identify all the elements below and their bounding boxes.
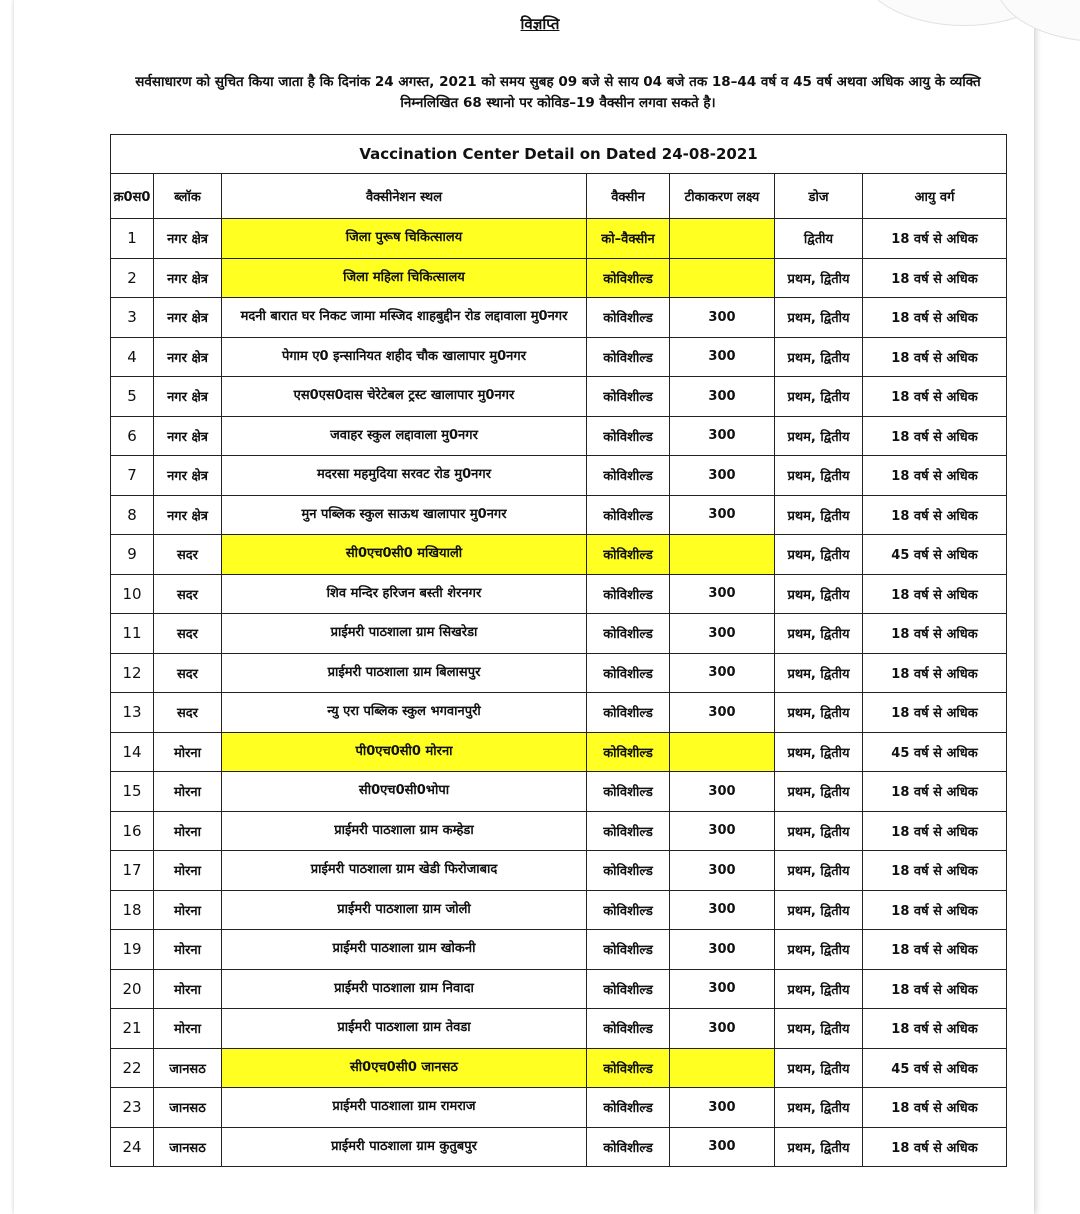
table-row <box>111 732 1007 772</box>
target-cell <box>670 732 775 772</box>
age-group-cell: 18 वर्ष से अधिक <box>863 377 1007 417</box>
target-cell: 300 <box>670 1088 775 1128</box>
block-cell: सदर <box>154 653 222 693</box>
table-row <box>111 772 1007 812</box>
dose-cell: प्रथम, द्वितीय <box>775 772 863 812</box>
notice-intro <box>110 72 1006 114</box>
dose-cell: प्रथम, द्वितीय <box>775 1127 863 1167</box>
table-row <box>111 811 1007 851</box>
block-cell: सदर <box>154 535 222 575</box>
target-cell: 300 <box>670 851 775 891</box>
age-group-cell: 18 वर्ष से अधिक <box>863 614 1007 654</box>
target-cell: 300 <box>670 1127 775 1167</box>
target-cell <box>670 219 775 259</box>
target-cell <box>670 535 775 575</box>
sno-cell: 7 <box>111 456 154 496</box>
vaccine-cell: कोविशील्ड <box>587 1127 670 1167</box>
vaccine-cell: कोविशील्ड <box>587 377 670 417</box>
vaccine-cell: कोविशील्ड <box>587 1048 670 1088</box>
age-group-cell: 18 वर्ष से अधिक <box>863 851 1007 891</box>
dose-cell: द्वितीय <box>775 219 863 259</box>
sno-cell: 20 <box>111 969 154 1009</box>
center-cell: जिला महिला चिकित्सालय <box>222 258 587 298</box>
table-row <box>111 535 1007 575</box>
target-cell: 300 <box>670 1009 775 1049</box>
block-cell: मोरना <box>154 851 222 891</box>
table-row <box>111 574 1007 614</box>
table-row <box>111 851 1007 891</box>
block-cell: सदर <box>154 614 222 654</box>
sno-cell: 16 <box>111 811 154 851</box>
block-cell: मोरना <box>154 890 222 930</box>
vaccine-cell: को–वैक्सीन <box>587 219 670 259</box>
dose-cell: प्रथम, द्वितीय <box>775 811 863 851</box>
center-cell: सी0एच0सी0भोपा <box>222 772 587 812</box>
dose-cell: प्रथम, द्वितीय <box>775 969 863 1009</box>
vaccine-cell: कोविशील्ड <box>587 930 670 970</box>
sno-cell: 3 <box>111 298 154 338</box>
block-cell: नगर क्षेत्र <box>154 377 222 417</box>
dose-cell: प्रथम, द्वितीय <box>775 890 863 930</box>
table-row <box>111 456 1007 496</box>
column-header-target: टीकाकरण लक्ष्य <box>670 174 775 219</box>
sno-cell: 4 <box>111 337 154 377</box>
age-group-cell: 18 वर्ष से अधिक <box>863 930 1007 970</box>
dose-cell: प्रथम, द्वितीय <box>775 298 863 338</box>
vaccine-cell: कोविशील्ड <box>587 456 670 496</box>
block-cell: नगर क्षेत्र <box>154 337 222 377</box>
column-header-sno: क्र0स0 <box>111 174 154 219</box>
age-group-cell: 45 वर्ष से अधिक <box>863 732 1007 772</box>
dose-cell: प्रथम, द्वितीय <box>775 693 863 733</box>
age-group-cell: 18 वर्ष से अधिक <box>863 1127 1007 1167</box>
target-cell: 300 <box>670 890 775 930</box>
table-row <box>111 337 1007 377</box>
vaccine-cell: कोविशील्ड <box>587 732 670 772</box>
block-cell: मोरना <box>154 1009 222 1049</box>
table-row <box>111 890 1007 930</box>
table-row <box>111 693 1007 733</box>
dose-cell: प्रथम, द्वितीय <box>775 416 863 456</box>
target-cell: 300 <box>670 377 775 417</box>
dose-cell: प्रथम, द्वितीय <box>775 258 863 298</box>
age-group-cell: 18 वर्ष से अधिक <box>863 574 1007 614</box>
block-cell: सदर <box>154 693 222 733</box>
table-row <box>111 1009 1007 1049</box>
age-group-cell: 18 वर्ष से अधिक <box>863 495 1007 535</box>
sno-cell: 2 <box>111 258 154 298</box>
notice-intro-line-1: सर्वसाधारण को सुचित किया जाता है कि दिनांक 24 अगस्त, 2021 को समय सुबह 09 बजे से साय 04 बजे तक 18–44 वर्ष व 45 वर्ष अथवा अधिक आयु के व्यक्ति <box>135 74 981 90</box>
table-row <box>111 219 1007 259</box>
block-cell: जानसठ <box>154 1088 222 1128</box>
vaccine-cell: कोविशील्ड <box>587 298 670 338</box>
center-cell: प्राईमरी पाठशाला ग्राम कुतुबपुर <box>222 1127 587 1167</box>
center-cell: मदरसा महमुदिया सरवट रोड मु0नगर <box>222 456 587 496</box>
center-cell: सी0एच0सी0 जानसठ <box>222 1048 587 1088</box>
age-group-cell: 18 वर्ष से अधिक <box>863 1009 1007 1049</box>
vaccine-cell: कोविशील्ड <box>587 1088 670 1128</box>
block-cell: सदर <box>154 574 222 614</box>
dose-cell: प्रथम, द्वितीय <box>775 377 863 417</box>
target-cell: 300 <box>670 811 775 851</box>
dose-cell: प्रथम, द्वितीय <box>775 495 863 535</box>
sno-cell: 12 <box>111 653 154 693</box>
sno-cell: 22 <box>111 1048 154 1088</box>
sno-cell: 18 <box>111 890 154 930</box>
vaccine-cell: कोविशील्ड <box>587 574 670 614</box>
block-cell: जानसठ <box>154 1048 222 1088</box>
age-group-cell: 18 वर्ष से अधिक <box>863 258 1007 298</box>
block-cell: मोरना <box>154 772 222 812</box>
center-cell: प्राईमरी पाठशाला ग्राम तेवडा <box>222 1009 587 1049</box>
dose-cell: प्रथम, द्वितीय <box>775 535 863 575</box>
block-cell: नगर क्षेत्र <box>154 495 222 535</box>
vaccination-center-table <box>110 134 1007 1167</box>
sno-cell: 1 <box>111 219 154 259</box>
table-row <box>111 377 1007 417</box>
age-group-cell: 18 वर्ष से अधिक <box>863 219 1007 259</box>
table-row <box>111 416 1007 456</box>
dose-cell: प्रथम, द्वितीय <box>775 337 863 377</box>
center-cell: प्राईमरी पाठशाला ग्राम कम्हेडा <box>222 811 587 851</box>
sno-cell: 11 <box>111 614 154 654</box>
center-cell: मुन पब्लिक स्कुल साऊथ खालापार मु0नगर <box>222 495 587 535</box>
sno-cell: 24 <box>111 1127 154 1167</box>
vaccine-cell: कोविशील्ड <box>587 258 670 298</box>
target-cell: 300 <box>670 693 775 733</box>
target-cell: 300 <box>670 614 775 654</box>
age-group-cell: 45 वर्ष से अधिक <box>863 535 1007 575</box>
center-cell: जवाहर स्कुल लद्दावाला मु0नगर <box>222 416 587 456</box>
age-group-cell: 18 वर्ष से अधिक <box>863 890 1007 930</box>
center-cell: शिव मन्दिर हरिजन बस्ती शेरनगर <box>222 574 587 614</box>
dose-cell: प्रथम, द्वितीय <box>775 1048 863 1088</box>
table-row <box>111 258 1007 298</box>
block-cell: नगर क्षेत्र <box>154 219 222 259</box>
notice-intro-line-2: निम्नलिखित 68 स्थानो पर कोविड–19 वैक्सीन लगवा सकते है। <box>400 95 716 111</box>
sno-cell: 15 <box>111 772 154 812</box>
target-cell: 300 <box>670 653 775 693</box>
target-cell: 300 <box>670 930 775 970</box>
table-row <box>111 930 1007 970</box>
age-group-cell: 18 वर्ष से अधिक <box>863 298 1007 338</box>
vaccine-cell: कोविशील्ड <box>587 614 670 654</box>
sno-cell: 5 <box>111 377 154 417</box>
block-cell: जानसठ <box>154 1127 222 1167</box>
vaccine-cell: कोविशील्ड <box>587 890 670 930</box>
block-cell: मोरना <box>154 969 222 1009</box>
column-header-block: ब्लॉक <box>154 174 222 219</box>
sno-cell: 14 <box>111 732 154 772</box>
block-cell: नगर क्षेत्र <box>154 298 222 338</box>
age-group-cell: 18 वर्ष से अधिक <box>863 416 1007 456</box>
target-cell: 300 <box>670 772 775 812</box>
center-cell: न्यु एरा पब्लिक स्कुल भगवानपुरी <box>222 693 587 733</box>
center-cell: प्राईमरी पाठशाला ग्राम खेडी फिरोजाबाद <box>222 851 587 891</box>
vaccine-cell: कोविशील्ड <box>587 969 670 1009</box>
dose-cell: प्रथम, द्वितीय <box>775 614 863 654</box>
target-cell: 300 <box>670 495 775 535</box>
target-cell: 300 <box>670 969 775 1009</box>
age-group-cell: 18 वर्ष से अधिक <box>863 772 1007 812</box>
block-cell: नगर क्षेत्र <box>154 456 222 496</box>
age-group-cell: 18 वर्ष से अधिक <box>863 653 1007 693</box>
table-header-row <box>111 174 1007 219</box>
age-group-cell: 18 वर्ष से अधिक <box>863 969 1007 1009</box>
age-group-cell: 18 वर्ष से अधिक <box>863 337 1007 377</box>
vaccine-cell: कोविशील्ड <box>587 851 670 891</box>
age-group-cell: 18 वर्ष से अधिक <box>863 456 1007 496</box>
vaccine-cell: कोविशील्ड <box>587 495 670 535</box>
column-header-center: वैक्सीनेशन स्थल <box>222 174 587 219</box>
center-cell: प्राईमरी पाठशाला ग्राम जोली <box>222 890 587 930</box>
center-cell: प्राईमरी पाठशाला ग्राम निवादा <box>222 969 587 1009</box>
vaccine-cell: कोविशील्ड <box>587 416 670 456</box>
table-caption: Vaccination Center Detail on Dated 24-08-2021 <box>111 135 1007 174</box>
table-row <box>111 495 1007 535</box>
dose-cell: प्रथम, द्वितीय <box>775 851 863 891</box>
table-row <box>111 1088 1007 1128</box>
age-group-cell: 18 वर्ष से अधिक <box>863 811 1007 851</box>
center-cell: पेगाम ए0 इन्सानियत शहीद चौक खालापार मु0नगर <box>222 337 587 377</box>
center-cell: प्राईमरी पाठशाला ग्राम सिखरेडा <box>222 614 587 654</box>
column-header-age: आयु वर्ग <box>863 174 1007 219</box>
target-cell <box>670 258 775 298</box>
column-header-vaccine: वैक्सीन <box>587 174 670 219</box>
dose-cell: प्रथम, द्वितीय <box>775 456 863 496</box>
sno-cell: 23 <box>111 1088 154 1128</box>
center-cell: प्राईमरी पाठशाला ग्राम रामराज <box>222 1088 587 1128</box>
block-cell: मोरना <box>154 811 222 851</box>
table-row <box>111 1127 1007 1167</box>
target-cell <box>670 1048 775 1088</box>
center-cell: मदनी बारात घर निकट जामा मस्जिद शाहबुद्दीन रोड लद्दावाला मु0नगर <box>222 298 587 338</box>
vaccine-cell: कोविशील्ड <box>587 772 670 812</box>
sno-cell: 10 <box>111 574 154 614</box>
block-cell: मोरना <box>154 732 222 772</box>
center-cell: जिला पुरूष चिकित्सालय <box>222 219 587 259</box>
sno-cell: 9 <box>111 535 154 575</box>
block-cell: नगर क्षेत्र <box>154 258 222 298</box>
notice-title: विज्ञप्ति <box>520 15 560 33</box>
center-cell: पी0एच0सी0 मोरना <box>222 732 587 772</box>
vaccine-cell: कोविशील्ड <box>587 693 670 733</box>
dose-cell: प्रथम, द्वितीय <box>775 1009 863 1049</box>
table-row <box>111 653 1007 693</box>
sno-cell: 21 <box>111 1009 154 1049</box>
column-header-dose: डोज <box>775 174 863 219</box>
dose-cell: प्रथम, द्वितीय <box>775 1088 863 1128</box>
sno-cell: 6 <box>111 416 154 456</box>
table-row <box>111 1048 1007 1088</box>
dose-cell: प्रथम, द्वितीय <box>775 930 863 970</box>
vaccine-cell: कोविशील्ड <box>587 811 670 851</box>
age-group-cell: 18 वर्ष से अधिक <box>863 693 1007 733</box>
dose-cell: प्रथम, द्वितीय <box>775 574 863 614</box>
sno-cell: 19 <box>111 930 154 970</box>
center-cell: सी0एच0सी0 मखियाली <box>222 535 587 575</box>
dose-cell: प्रथम, द्वितीय <box>775 732 863 772</box>
target-cell: 300 <box>670 574 775 614</box>
vaccine-cell: कोविशील्ड <box>587 535 670 575</box>
sno-cell: 13 <box>111 693 154 733</box>
block-cell: नगर क्षेत्र <box>154 416 222 456</box>
target-cell: 300 <box>670 337 775 377</box>
target-cell: 300 <box>670 456 775 496</box>
sno-cell: 8 <box>111 495 154 535</box>
target-cell: 300 <box>670 416 775 456</box>
vaccine-cell: कोविशील्ड <box>587 337 670 377</box>
table-row <box>111 614 1007 654</box>
target-cell: 300 <box>670 298 775 338</box>
center-cell: प्राईमरी पाठशाला ग्राम बिलासपुर <box>222 653 587 693</box>
center-cell: एस0एस0दास चेरेटेबल ट्रस्ट खालापार मु0नगर <box>222 377 587 417</box>
block-cell: मोरना <box>154 930 222 970</box>
table-row <box>111 298 1007 338</box>
vaccine-cell: कोविशील्ड <box>587 653 670 693</box>
center-cell: प्राईमरी पाठशाला ग्राम खोकनी <box>222 930 587 970</box>
dose-cell: प्रथम, द्वितीय <box>775 653 863 693</box>
table-row <box>111 969 1007 1009</box>
vaccine-cell: कोविशील्ड <box>587 1009 670 1049</box>
sno-cell: 17 <box>111 851 154 891</box>
age-group-cell: 18 वर्ष से अधिक <box>863 1088 1007 1128</box>
age-group-cell: 45 वर्ष से अधिक <box>863 1048 1007 1088</box>
